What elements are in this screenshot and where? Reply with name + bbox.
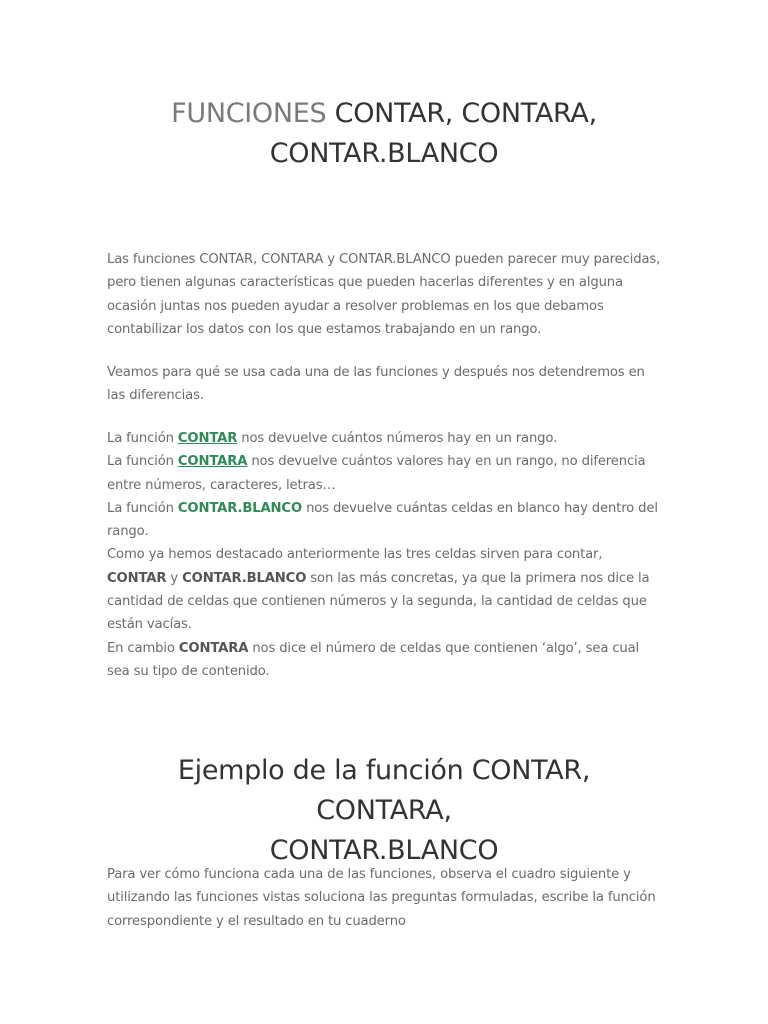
page-title <box>107 94 661 174</box>
contara-desc: nos devuelve cuántos valores hay en un rango, no diferencia entre números, caracteres, letras… <box>107 454 646 493</box>
title-light: FUNCIONES <box>171 98 327 129</box>
example-paragraph: Para ver cómo funciona cada una de las funciones, observa el cuadro siguiente y utilizando las funciones vistas soluciona las preguntas formuladas, escribe la función correspondiente y el resultado en tu cuaderno <box>107 867 656 929</box>
como-text-c: y <box>166 570 183 586</box>
example-heading-line2: CONTAR.BLANCO <box>269 835 499 866</box>
example-heading-line1: Ejemplo de la función CONTAR, CONTARA, <box>177 755 591 826</box>
cambio-text-c: nos dice el número de celdas que contienen ‘algo’, sea cual sea su tipo de contenido. <box>107 640 640 679</box>
contara-link[interactable]: CONTARA <box>177 454 248 470</box>
contar-desc: nos devuelve cuántos números hay en un rango. <box>237 431 558 446</box>
prefix-contara: La función <box>107 454 178 470</box>
cambio-text-a: En cambio <box>107 640 179 656</box>
example-heading <box>107 751 661 871</box>
contar-link[interactable]: CONTAR <box>177 431 238 446</box>
como-text-e: son las más concretas, ya que la primera nos dice la cantidad de celdas que contienen números y la segunda, la cantidad de celdas que están vacías. <box>107 570 650 633</box>
como-text-a: Como ya hemos destacado anteriormente las tres celdas sirven para contar, <box>107 547 603 563</box>
prefix-contar: La función <box>107 431 178 446</box>
como-contar-bold: CONTAR <box>107 570 167 586</box>
functions-paragraph <box>107 427 662 683</box>
contar-blanco-name: CONTAR.BLANCO <box>177 500 303 516</box>
title-main-line2: CONTAR.BLANCO <box>269 138 499 169</box>
intro-paragraph: Las funciones CONTAR, CONTARA y CONTAR.BLANCO pueden parecer muy parecidas, pero tienen algunas características que pueden hacerlas diferentes y en alguna ocasión juntas nos pueden ayudar a resolver problemas en los que debamos contabilizar los datos con los que estamos trabajando en un rango. <box>107 252 661 337</box>
como-blanco-bold: CONTAR.BLANCO <box>182 570 307 586</box>
veamos-paragraph: Veamos para qué se usa cada una de las funciones y después nos detendremos en las diferencias. <box>107 365 645 404</box>
blanco-desc: nos devuelve cuántas celdas en blanco hay dentro del rango. <box>107 500 658 540</box>
title-main-line1: CONTAR, CONTARA, <box>326 98 597 129</box>
cambio-contara-bold: CONTARA <box>178 640 249 656</box>
prefix-blanco: La función <box>107 500 178 516</box>
